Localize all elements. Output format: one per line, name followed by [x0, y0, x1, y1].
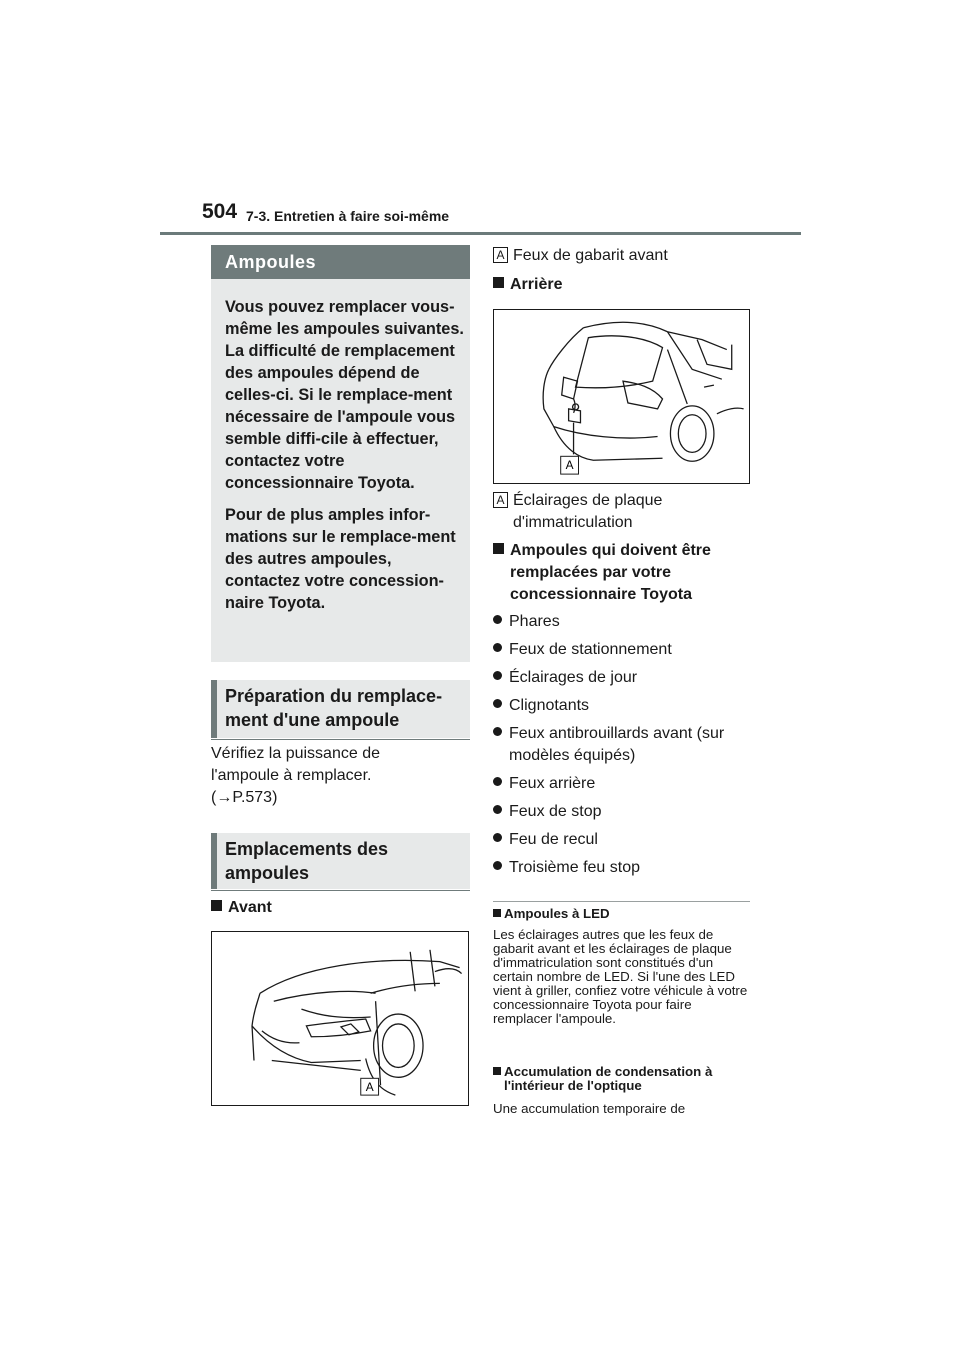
list-item: Feux arrière [493, 773, 743, 801]
square-bullet-icon [493, 1067, 501, 1075]
bullet-icon [493, 615, 502, 624]
page-number: 504 [202, 200, 238, 223]
condensation-note-text: Une accumulation temporaire de [493, 1101, 686, 1116]
bullet-icon [493, 699, 502, 708]
list-item: Troisième feu stop [493, 857, 743, 885]
led-note-text: Les éclairages autres que les feux de gabarit avant et les éclairages de plaque d'immatriculation sont constitués d'un certain nombre de LED. Si l'une des LED vient à griller, confiez votre véhicule à votre concessionnaire Toyota pour faire remplacer l'ampoule. [493, 927, 748, 1026]
square-bullet-icon [493, 543, 504, 554]
square-bullet-icon [493, 277, 504, 288]
notes-divider [493, 901, 750, 902]
list-item: Éclairages de jour [493, 667, 743, 695]
bullet-icon [493, 643, 502, 652]
intro-paragraph-1: Vous pouvez remplacer vous-même les ampoules suivantes. La difficulté de remplacement des ampoules dépend de celles-ci. Si le remplace-ment nécessaire de l'ampoule vous semble diffi-cile à effectuer, contactez votre concessionnaire Toyota. [225, 298, 464, 492]
dealer-list [493, 611, 743, 885]
front-heading: Avant [211, 897, 272, 919]
bullet-icon [493, 671, 502, 680]
section-locations-title: Emplacements des ampoules [225, 839, 389, 883]
rear-car-svg [494, 310, 749, 483]
callout-a-badge: A [493, 247, 508, 263]
bullet-icon [493, 805, 502, 814]
page-title: Ampoules [211, 245, 470, 279]
rear-callout-label: A [565, 458, 574, 473]
list-item: Feux de stationnement [493, 639, 743, 667]
intro-text [225, 296, 465, 624]
bullet-icon [493, 861, 502, 870]
front-caption: A Feux de gabarit avant [493, 245, 668, 267]
dealer-heading: Ampoules qui doivent être remplacées par votre concessionnaire Toyota [493, 540, 760, 606]
bullet-icon [493, 777, 502, 786]
front-car-svg [212, 932, 468, 1105]
list-item: Feux antibrouillards avant (sur modèles équipés) [493, 723, 743, 773]
rear-car-illustration [493, 309, 750, 484]
list-item: Feu de recul [493, 829, 743, 857]
square-bullet-icon [493, 909, 501, 917]
led-note-title: Ampoules à LED [493, 907, 750, 921]
bullet-icon [493, 833, 502, 842]
section-locations [211, 833, 470, 889]
list-item: Phares [493, 611, 743, 639]
condensation-note-title: Accumulation de condensation à l'intérieur de l'optique [493, 1065, 750, 1093]
front-car-illustration [211, 931, 469, 1106]
section-preparation-title: Préparation du remplace-ment d'une ampoule [225, 686, 443, 730]
chapter-title: 7-3. Entretien à faire soi-même [246, 208, 450, 224]
list-item: Feux de stop [493, 801, 743, 829]
header-rule [160, 232, 801, 235]
front-callout-label: A [365, 1080, 374, 1095]
list-item: Clignotants [493, 695, 743, 723]
section-preparation [211, 680, 470, 738]
bullet-icon [493, 727, 502, 736]
rear-caption: A Éclairages de plaque d'immatriculation [493, 490, 743, 534]
preparation-text: Vérifiez la puissance de l'ampoule à remplacer. (→P.573) [211, 745, 380, 806]
rear-heading: Arrière [493, 274, 562, 296]
intro-paragraph-2: Pour de plus amples infor-mations sur le remplace-ment des autres ampoules, contactez votre concession-naire Toyota. [225, 506, 456, 612]
callout-a-badge: A [493, 492, 508, 508]
square-bullet-icon [211, 900, 222, 911]
